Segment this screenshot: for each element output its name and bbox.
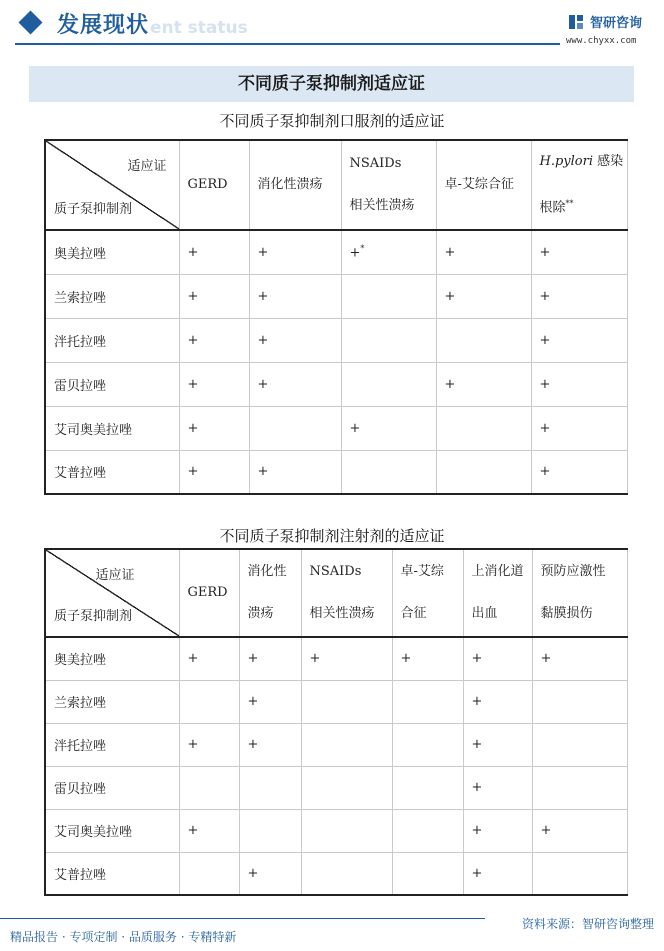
indication-cell bbox=[531, 274, 627, 318]
indication-cell bbox=[463, 852, 532, 895]
drug-name-cell: 泮托拉唑 bbox=[45, 723, 179, 766]
indication-cell bbox=[341, 406, 436, 450]
indication-mark: + bbox=[539, 464, 551, 480]
indication-cell bbox=[392, 723, 463, 766]
indication-cell bbox=[179, 450, 249, 494]
indication-mark: + bbox=[247, 865, 259, 881]
drug-name-cell: 奥美拉唑 bbox=[45, 230, 179, 274]
indication-mark: + bbox=[539, 288, 551, 304]
footnote-mark: * bbox=[360, 244, 365, 254]
table2-corner-top: 适应证 bbox=[95, 568, 135, 583]
footer-slogan: 精品报告 · 专项定制 · 品质服务 · 专精特新 bbox=[10, 930, 237, 944]
indication-cell bbox=[179, 723, 239, 766]
indication-cell bbox=[532, 852, 627, 895]
indication-mark: + bbox=[471, 694, 483, 709]
indication-cell bbox=[239, 766, 301, 809]
indication-mark: + bbox=[257, 464, 269, 480]
indication-cell bbox=[179, 766, 239, 809]
brand-logo-icon bbox=[568, 14, 584, 30]
table2-header-cell: NSAIDs 相关性溃疡 bbox=[301, 549, 392, 637]
indication-cell bbox=[179, 362, 249, 406]
indication-cell bbox=[532, 637, 627, 680]
indication-cell bbox=[531, 450, 627, 494]
indication-cell bbox=[179, 809, 239, 852]
indication-mark: + bbox=[540, 651, 552, 667]
indication-mark: + bbox=[471, 823, 483, 838]
indication-cell bbox=[463, 766, 532, 809]
table-row bbox=[45, 274, 627, 318]
indication-cell bbox=[301, 723, 392, 766]
indication-cell bbox=[392, 637, 463, 680]
indication-cell bbox=[341, 362, 436, 406]
indication-cell bbox=[341, 450, 436, 494]
table2-corner-bottom: 质子泵抑制剂 bbox=[54, 609, 133, 624]
indication-cell bbox=[239, 723, 301, 766]
indication-mark: + bbox=[187, 420, 199, 436]
header-divider bbox=[15, 43, 560, 45]
indication-cell bbox=[239, 809, 301, 852]
table-row bbox=[45, 723, 627, 766]
indication-cell bbox=[532, 723, 627, 766]
injection-indication-table bbox=[44, 548, 628, 896]
section-title: 发展现状 bbox=[57, 13, 150, 38]
table1-header-cell: NSAIDs 相关性溃疡 bbox=[341, 140, 436, 230]
indication-cell bbox=[531, 406, 627, 450]
table-row bbox=[45, 318, 627, 362]
indication-cell bbox=[249, 362, 341, 406]
indication-cell bbox=[179, 680, 239, 723]
brand-url: www.chyxx.com bbox=[566, 36, 637, 46]
indication-cell bbox=[532, 809, 627, 852]
indication-mark: + bbox=[540, 823, 552, 838]
drug-name-cell: 兰索拉唑 bbox=[45, 680, 179, 723]
table-row bbox=[45, 406, 627, 450]
indication-cell bbox=[531, 362, 627, 406]
indication-cell bbox=[249, 406, 341, 450]
indication-mark: + bbox=[257, 244, 269, 260]
indication-mark: + bbox=[247, 694, 259, 709]
indication-mark: + bbox=[257, 332, 269, 348]
drug-name-cell: 兰索拉唑 bbox=[45, 274, 179, 318]
indication-mark: + bbox=[471, 780, 483, 795]
indication-mark: + bbox=[444, 376, 456, 392]
drug-name-cell: 泮托拉唑 bbox=[45, 318, 179, 362]
indication-cell bbox=[531, 230, 627, 274]
header-subtitle-ghost: ent status bbox=[150, 18, 248, 38]
table2-header-cell: 卓-艾综 合征 bbox=[392, 549, 463, 637]
indication-mark: + bbox=[247, 737, 259, 752]
indication-cell bbox=[463, 637, 532, 680]
table2-header-cell: GERD bbox=[179, 549, 239, 637]
indication-mark: + bbox=[187, 464, 199, 480]
indication-mark: + bbox=[471, 651, 483, 667]
indication-cell bbox=[392, 809, 463, 852]
indication-cell bbox=[436, 406, 531, 450]
drug-name-cell: 雷贝拉唑 bbox=[45, 766, 179, 809]
brand-name: 智研咨询 bbox=[590, 16, 643, 31]
drug-name-cell: 艾普拉唑 bbox=[45, 450, 179, 494]
indication-mark: + bbox=[444, 244, 456, 260]
table2-header-cell: 上消化道 出血 bbox=[463, 549, 532, 637]
banner-title: 不同质子泵抑制剂适应证 bbox=[29, 66, 634, 102]
table-row bbox=[45, 809, 627, 852]
indication-mark: + bbox=[539, 420, 551, 436]
indication-mark: + bbox=[187, 244, 199, 260]
table2-header-cell: 预防应激性 黏膜损伤 bbox=[532, 549, 627, 637]
indication-mark: + bbox=[471, 865, 483, 881]
indication-cell bbox=[463, 723, 532, 766]
indication-mark: + bbox=[257, 288, 269, 304]
footer-divider bbox=[0, 918, 485, 919]
indication-cell bbox=[301, 680, 392, 723]
indication-mark: + bbox=[187, 288, 199, 304]
indication-mark: + bbox=[539, 244, 551, 260]
indication-cell bbox=[341, 230, 436, 274]
indication-mark: + bbox=[539, 376, 551, 392]
oral-indication-table bbox=[44, 139, 628, 495]
table-row bbox=[45, 852, 627, 895]
table1-header-cell: 卓-艾综合征 bbox=[436, 140, 531, 230]
table2-corner-header bbox=[45, 549, 179, 637]
indication-cell bbox=[463, 680, 532, 723]
indication-cell bbox=[463, 809, 532, 852]
indication-cell bbox=[179, 406, 249, 450]
indication-mark: + bbox=[187, 737, 199, 752]
indication-cell bbox=[249, 230, 341, 274]
indication-cell bbox=[436, 230, 531, 274]
table-row bbox=[45, 680, 627, 723]
indication-cell bbox=[532, 766, 627, 809]
indication-cell bbox=[392, 766, 463, 809]
indication-cell bbox=[249, 318, 341, 362]
indication-cell bbox=[341, 318, 436, 362]
indication-cell bbox=[249, 274, 341, 318]
drug-name-cell: 艾司奥美拉唑 bbox=[45, 809, 179, 852]
indication-cell bbox=[249, 450, 341, 494]
indication-cell bbox=[239, 852, 301, 895]
indication-cell bbox=[392, 680, 463, 723]
indication-mark: + bbox=[349, 420, 361, 436]
indication-mark: + bbox=[187, 376, 199, 392]
indication-cell bbox=[239, 637, 301, 680]
indication-cell bbox=[239, 680, 301, 723]
table1-header-cell: GERD bbox=[179, 140, 249, 230]
table-row bbox=[45, 450, 627, 494]
table1-header-cell: 消化性溃疡 bbox=[249, 140, 341, 230]
indication-cell bbox=[392, 852, 463, 895]
drug-name-cell: 艾司奥美拉唑 bbox=[45, 406, 179, 450]
table2-header-cell: 消化性 溃疡 bbox=[239, 549, 301, 637]
indication-cell bbox=[532, 680, 627, 723]
indication-cell bbox=[301, 637, 392, 680]
indication-cell bbox=[531, 318, 627, 362]
indication-cell bbox=[179, 230, 249, 274]
indication-mark: + bbox=[187, 332, 199, 348]
table1-caption: 不同质子泵抑制剂口服剂的适应证 bbox=[219, 112, 445, 130]
table-row bbox=[45, 230, 627, 274]
indication-mark: + bbox=[471, 737, 483, 752]
indication-mark: + bbox=[400, 651, 412, 667]
indication-mark: + bbox=[257, 376, 269, 392]
drug-name-cell: 奥美拉唑 bbox=[45, 637, 179, 680]
diamond-icon bbox=[18, 10, 42, 34]
page-header bbox=[0, 0, 664, 48]
drug-name-cell: 雷贝拉唑 bbox=[45, 362, 179, 406]
drug-name-cell: 艾普拉唑 bbox=[45, 852, 179, 895]
indication-mark: + bbox=[187, 651, 199, 667]
indication-mark: + bbox=[349, 245, 361, 261]
indication-cell bbox=[301, 852, 392, 895]
table2-caption: 不同质子泵抑制剂注射剂的适应证 bbox=[219, 527, 445, 545]
indication-cell bbox=[301, 766, 392, 809]
indication-cell bbox=[436, 318, 531, 362]
table-row bbox=[45, 766, 627, 809]
indication-cell bbox=[179, 274, 249, 318]
indication-mark: + bbox=[539, 332, 551, 348]
indication-cell bbox=[179, 637, 239, 680]
indication-mark: + bbox=[247, 651, 259, 667]
indication-cell bbox=[301, 809, 392, 852]
indication-cell bbox=[436, 450, 531, 494]
footer-source: 资料来源：智研咨询整理 bbox=[521, 917, 654, 931]
indication-mark: + bbox=[187, 823, 199, 838]
table1-corner-header bbox=[45, 140, 179, 230]
table1-corner-bottom: 质子泵抑制剂 bbox=[54, 202, 133, 217]
table-row bbox=[45, 637, 627, 680]
indication-mark: + bbox=[444, 288, 456, 304]
table1-header-cell: H.pylori 感染 根除** bbox=[531, 140, 627, 230]
indication-mark: + bbox=[309, 651, 321, 667]
table-row bbox=[45, 362, 627, 406]
indication-cell bbox=[436, 274, 531, 318]
indication-cell bbox=[179, 852, 239, 895]
table1-corner-top: 适应证 bbox=[127, 159, 167, 174]
indication-cell bbox=[179, 318, 249, 362]
indication-cell bbox=[436, 362, 531, 406]
indication-cell bbox=[341, 274, 436, 318]
